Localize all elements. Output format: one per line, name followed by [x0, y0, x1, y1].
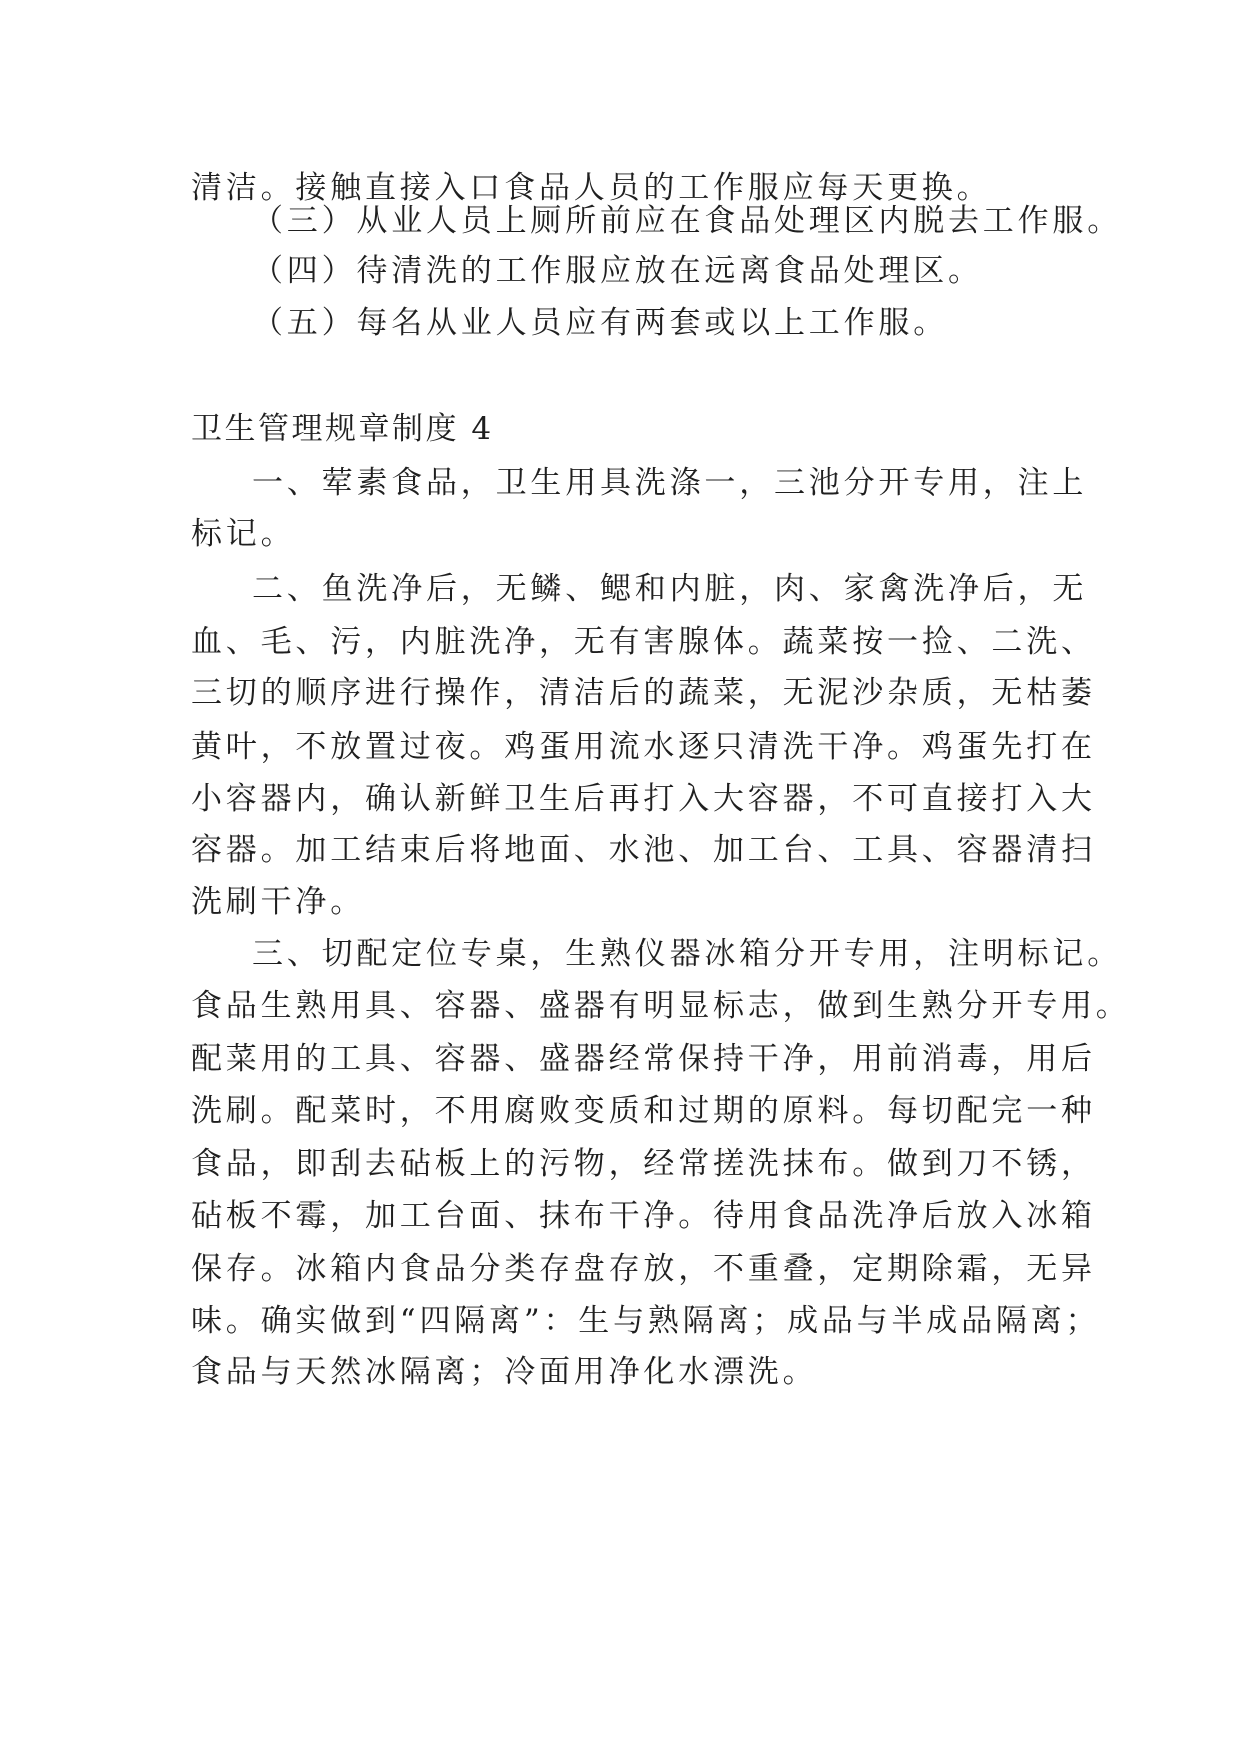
- paragraph-line: 清洁。接触直接入口食品人员的工作服应每天更换。: [191, 170, 992, 206]
- paragraph-line: 配菜用的工具、容器、盛器经常保持干净，用前消毒，用后: [191, 1041, 1096, 1077]
- paragraph-line: 味。确实做到“四隔离”：生与熟隔离；成品与半成品隔离；: [191, 1303, 1101, 1339]
- paragraph-line: （五）每名从业人员应有两套或以上工作服。: [252, 305, 948, 341]
- paragraph-line: 保存。冰箱内食品分类存盘存放，不重叠，定期除霜，无异: [191, 1251, 1096, 1287]
- paragraph-line: 容器。加工结束后将地面、水池、加工台、工具、容器清扫: [191, 832, 1096, 868]
- paragraph-line: 黄叶，不放置过夜。鸡蛋用流水逐只清洗干净。鸡蛋先打在: [191, 729, 1096, 765]
- section-heading: 卫生管理规章制度 4: [191, 411, 494, 447]
- paragraph-line: 食品与天然冰隔离；冷面用净化水漂洗。: [191, 1354, 818, 1390]
- paragraph-line: 食品，即刮去砧板上的污物，经常搓洗抹布。做到刀不锈，: [191, 1146, 1096, 1182]
- paragraph-line: 三、切配定位专桌，生熟仪器冰箱分开专用，注明标记。: [252, 936, 1122, 972]
- paragraph-line: 食品生熟用具、容器、盛器有明显标志，做到生熟分开专用。: [191, 988, 1131, 1024]
- paragraph-line: 一、荤素食品，卫生用具洗涤一，三池分开专用，注上: [252, 465, 1088, 501]
- paragraph-line: 洗刷。配菜时，不用腐败变质和过期的原料。每切配完一种: [191, 1093, 1096, 1129]
- paragraph-line: 标记。: [191, 516, 296, 552]
- paragraph-line: （四）待清洗的工作服应放在远离食品处理区。: [252, 253, 983, 289]
- paragraph-line: 小容器内，确认新鲜卫生后再打入大容器，不可直接打入大: [191, 781, 1096, 817]
- paragraph-line: 洗刷干净。: [191, 884, 365, 920]
- paragraph-line: （三）从业人员上厕所前应在食品处理区内脱去工作服。: [252, 203, 1122, 239]
- paragraph-line: 砧板不霉，加工台面、抹布干净。待用食品洗净后放入冰箱: [191, 1198, 1096, 1234]
- paragraph-line: 三切的顺序进行操作，清洁后的蔬菜，无泥沙杂质，无枯萎: [191, 675, 1096, 711]
- paragraph-line: 二、鱼洗净后，无鳞、鳃和内脏，肉、家禽洗净后，无: [252, 571, 1088, 607]
- paragraph-line: 血、毛、污，内脏洗净，无有害腺体。蔬菜按一捡、二洗、: [191, 624, 1096, 660]
